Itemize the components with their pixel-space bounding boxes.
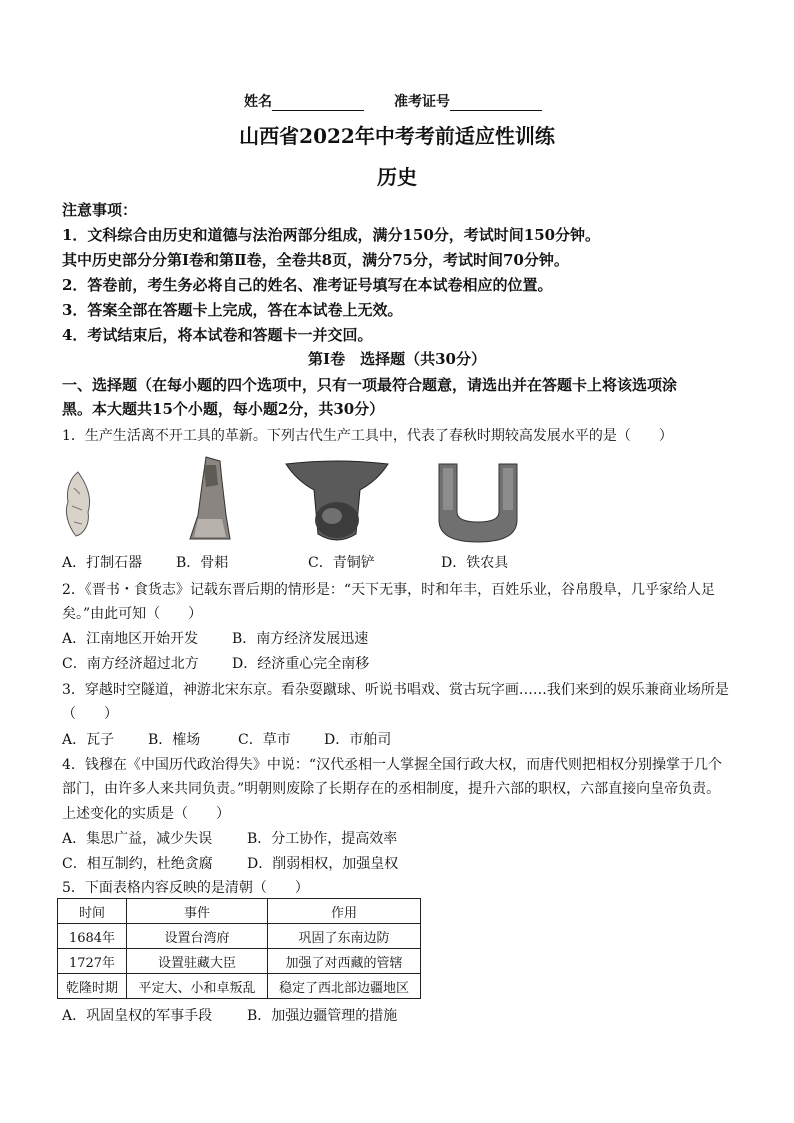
option-c[interactable]: C．南方经济超过北方	[62, 656, 199, 672]
question-3-stem: 3．穿越时空隧道，神游北宋东京。看杂耍蹴球、听说书唱戏、赏古玩字画……我们来到的娱乐兼商业场所是	[62, 682, 729, 698]
exam-title: 山西省2022年中考考前适应性训练	[239, 124, 555, 148]
bone-spade-image	[186, 455, 234, 543]
option-c[interactable]: C．草市	[238, 732, 291, 748]
option-c[interactable]: C．青铜铲	[308, 555, 375, 571]
bronze-shovel-image	[282, 458, 392, 548]
question-3-stem: （ ）	[62, 706, 118, 722]
option-a[interactable]: A．集思广益，减少失误	[62, 831, 213, 847]
option-d[interactable]: D．经济重心完全南移	[232, 656, 370, 672]
table-cell: 加强了对西藏的管辖	[268, 949, 421, 974]
option-d[interactable]: D．市舶司	[324, 732, 392, 748]
table-cell: 平定大、小和卓叛乱	[127, 974, 268, 999]
table-cell: 乾隆时期	[58, 974, 127, 999]
table-cell: 巩固了东南边防	[268, 924, 421, 949]
section-title: 第Ⅰ卷 选择题（共30分）	[308, 350, 486, 368]
question-2-stem: 矣。”由此可知（ ）	[62, 606, 203, 622]
question-4-stem: 4．钱穆在《中国历代政治得失》中说：“汉代丞相一人掌握全国行政大权，而唐代则把相权分别操掌于几个	[62, 757, 723, 773]
question-5-stem: 5．下面表格内容反映的是清朝（ ）	[62, 880, 309, 896]
option-d[interactable]: D．铁农具	[441, 555, 509, 571]
table-header: 事件	[127, 899, 268, 924]
question-4-options-row	[62, 853, 398, 873]
option-b[interactable]: B．南方经济发展迅速	[232, 631, 369, 647]
table-cell: 设置台湾府	[127, 924, 268, 949]
candidate-info-row	[244, 91, 542, 111]
table-row	[58, 924, 421, 949]
iron-tool-image	[433, 460, 523, 544]
option-b[interactable]: B．加强边疆管理的措施	[247, 1008, 398, 1024]
question-4-stem: 部门，由许多人来共同负责。”明朝则废除了长期存在的丞相制度，提升六部的职权，六部直接向皇帝负责。	[62, 781, 721, 797]
table-cell: 稳定了西北部边疆地区	[268, 974, 421, 999]
question-5-options-row	[62, 1005, 397, 1025]
question-4-stem: 上述变化的实质是（ ）	[62, 806, 230, 822]
note-item: 3．答案全部在答题卡上完成，答在本试卷上无效。	[62, 301, 403, 319]
option-b[interactable]: B．分工协作，提高效率	[247, 831, 398, 847]
section-instruction: 一、选择题（在每小题的四个选项中，只有一项最符合题意，请选出并在答题卡上将该选项涂	[62, 376, 678, 394]
question-1-options	[62, 552, 508, 572]
option-b[interactable]: B．骨耜	[176, 555, 229, 571]
subject-title: 历史	[377, 165, 417, 189]
option-a[interactable]: A．巩固皇权的军事手段	[62, 1008, 213, 1024]
note-item: 4．考试结束后，将本试卷和答题卡一并交回。	[62, 326, 373, 344]
exam-number-label: 准考证号	[394, 94, 450, 110]
table-header: 作用	[268, 899, 421, 924]
section-instruction: 黑。本大题共15个小题，每小题2分，共30分）	[62, 400, 385, 418]
table-header-row	[58, 899, 421, 924]
option-c[interactable]: C．相互制约，杜绝贪腐	[62, 856, 213, 872]
table-header: 时间	[58, 899, 127, 924]
note-item: 1．文科综合由历史和道德与法治两部分组成，满分150分，考试时间150分钟。	[62, 226, 601, 244]
table-row	[58, 974, 421, 999]
table-row	[58, 949, 421, 974]
question-2-stem: 2．《晋书・食货志》记载东晋后期的情形是：“天下无事，时和年丰，百姓乐业，谷帛殷阜，几乎家给人足	[62, 582, 716, 598]
notes-heading: 注意事项：	[62, 201, 138, 219]
question-4-options-row	[62, 828, 397, 848]
name-blank	[272, 96, 364, 111]
stone-tool-image	[60, 468, 96, 540]
option-a[interactable]: A．打制石器	[62, 555, 143, 571]
exam-number-blank	[450, 96, 542, 111]
note-item: 其中历史部分分第Ⅰ卷和第Ⅱ卷，全卷共8页，满分75分，考试时间70分钟。	[62, 251, 569, 269]
table-cell: 1684年	[58, 924, 127, 949]
question-2-options-row	[62, 628, 368, 648]
option-b[interactable]: B．榷场	[148, 732, 201, 748]
table-cell: 设置驻藏大臣	[127, 949, 268, 974]
question-1-stem: 1．生产生活离不开工具的革新。下列古代生产工具中，代表了春秋时期较高发展水平的是（ ）	[62, 428, 673, 444]
question-2-options-row	[62, 653, 369, 673]
table-cell: 1727年	[58, 949, 127, 974]
name-label: 姓名	[244, 94, 272, 110]
note-item: 2．答卷前，考生务必将自己的姓名、准考证号填写在本试卷相应的位置。	[62, 276, 553, 294]
option-d[interactable]: D．削弱相权，加强皇权	[247, 856, 399, 872]
option-a[interactable]: A．瓦子	[62, 732, 115, 748]
question-3-options-row	[62, 729, 391, 749]
option-a[interactable]: A．江南地区开始开发	[62, 631, 199, 647]
question-5-table	[57, 898, 421, 999]
